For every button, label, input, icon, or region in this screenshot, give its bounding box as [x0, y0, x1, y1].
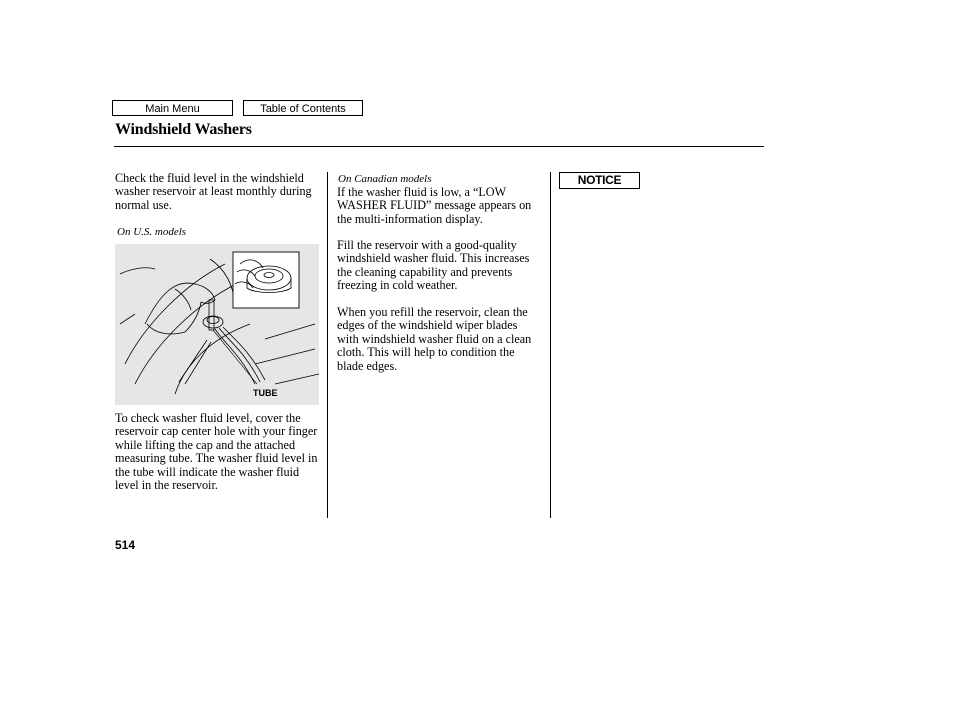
low-fluid-paragraph: If the washer fluid is low, a “LOW WASHER FLUID” message appears on the multi-information display. — [337, 185, 532, 226]
main-menu-button[interactable]: Main Menu — [112, 100, 233, 116]
table-of-contents-button[interactable]: Table of Contents — [243, 100, 363, 116]
column-divider-1 — [327, 172, 328, 518]
check-level-paragraph: To check washer fluid level, cover the reservoir cap center hole with your finger while lifting the cap and the attached measuring tube. The washer fluid level in the tube will indicate the washer fluid level in the reservoir. — [115, 411, 318, 493]
fill-reservoir-paragraph: Fill the reservoir with a good-quality windshield washer fluid. This increases the cleaning capability and prevents freezing in cold weather. — [337, 238, 530, 293]
page-title: Windshield Washers — [115, 121, 252, 138]
clean-wipers-paragraph: When you refill the reservoir, clean the edges of the windshield wiper blades with windshield washer fluid on a clean cloth. This will help to condition the blade edges. — [337, 305, 532, 373]
us-models-label: On U.S. models — [117, 226, 187, 238]
washer-reservoir-illustration — [115, 244, 319, 405]
figure-caption-tube: TUBE — [253, 388, 278, 398]
intro-paragraph: Check the fluid level in the windshield washer reservoir at least monthly during normal use. — [115, 171, 312, 212]
column-divider-2 — [550, 172, 551, 518]
page-number: 514 — [115, 538, 136, 552]
canadian-models-label: On Canadian models — [338, 173, 432, 185]
title-rule — [114, 146, 764, 147]
notice-badge: NOTICE — [559, 172, 640, 189]
